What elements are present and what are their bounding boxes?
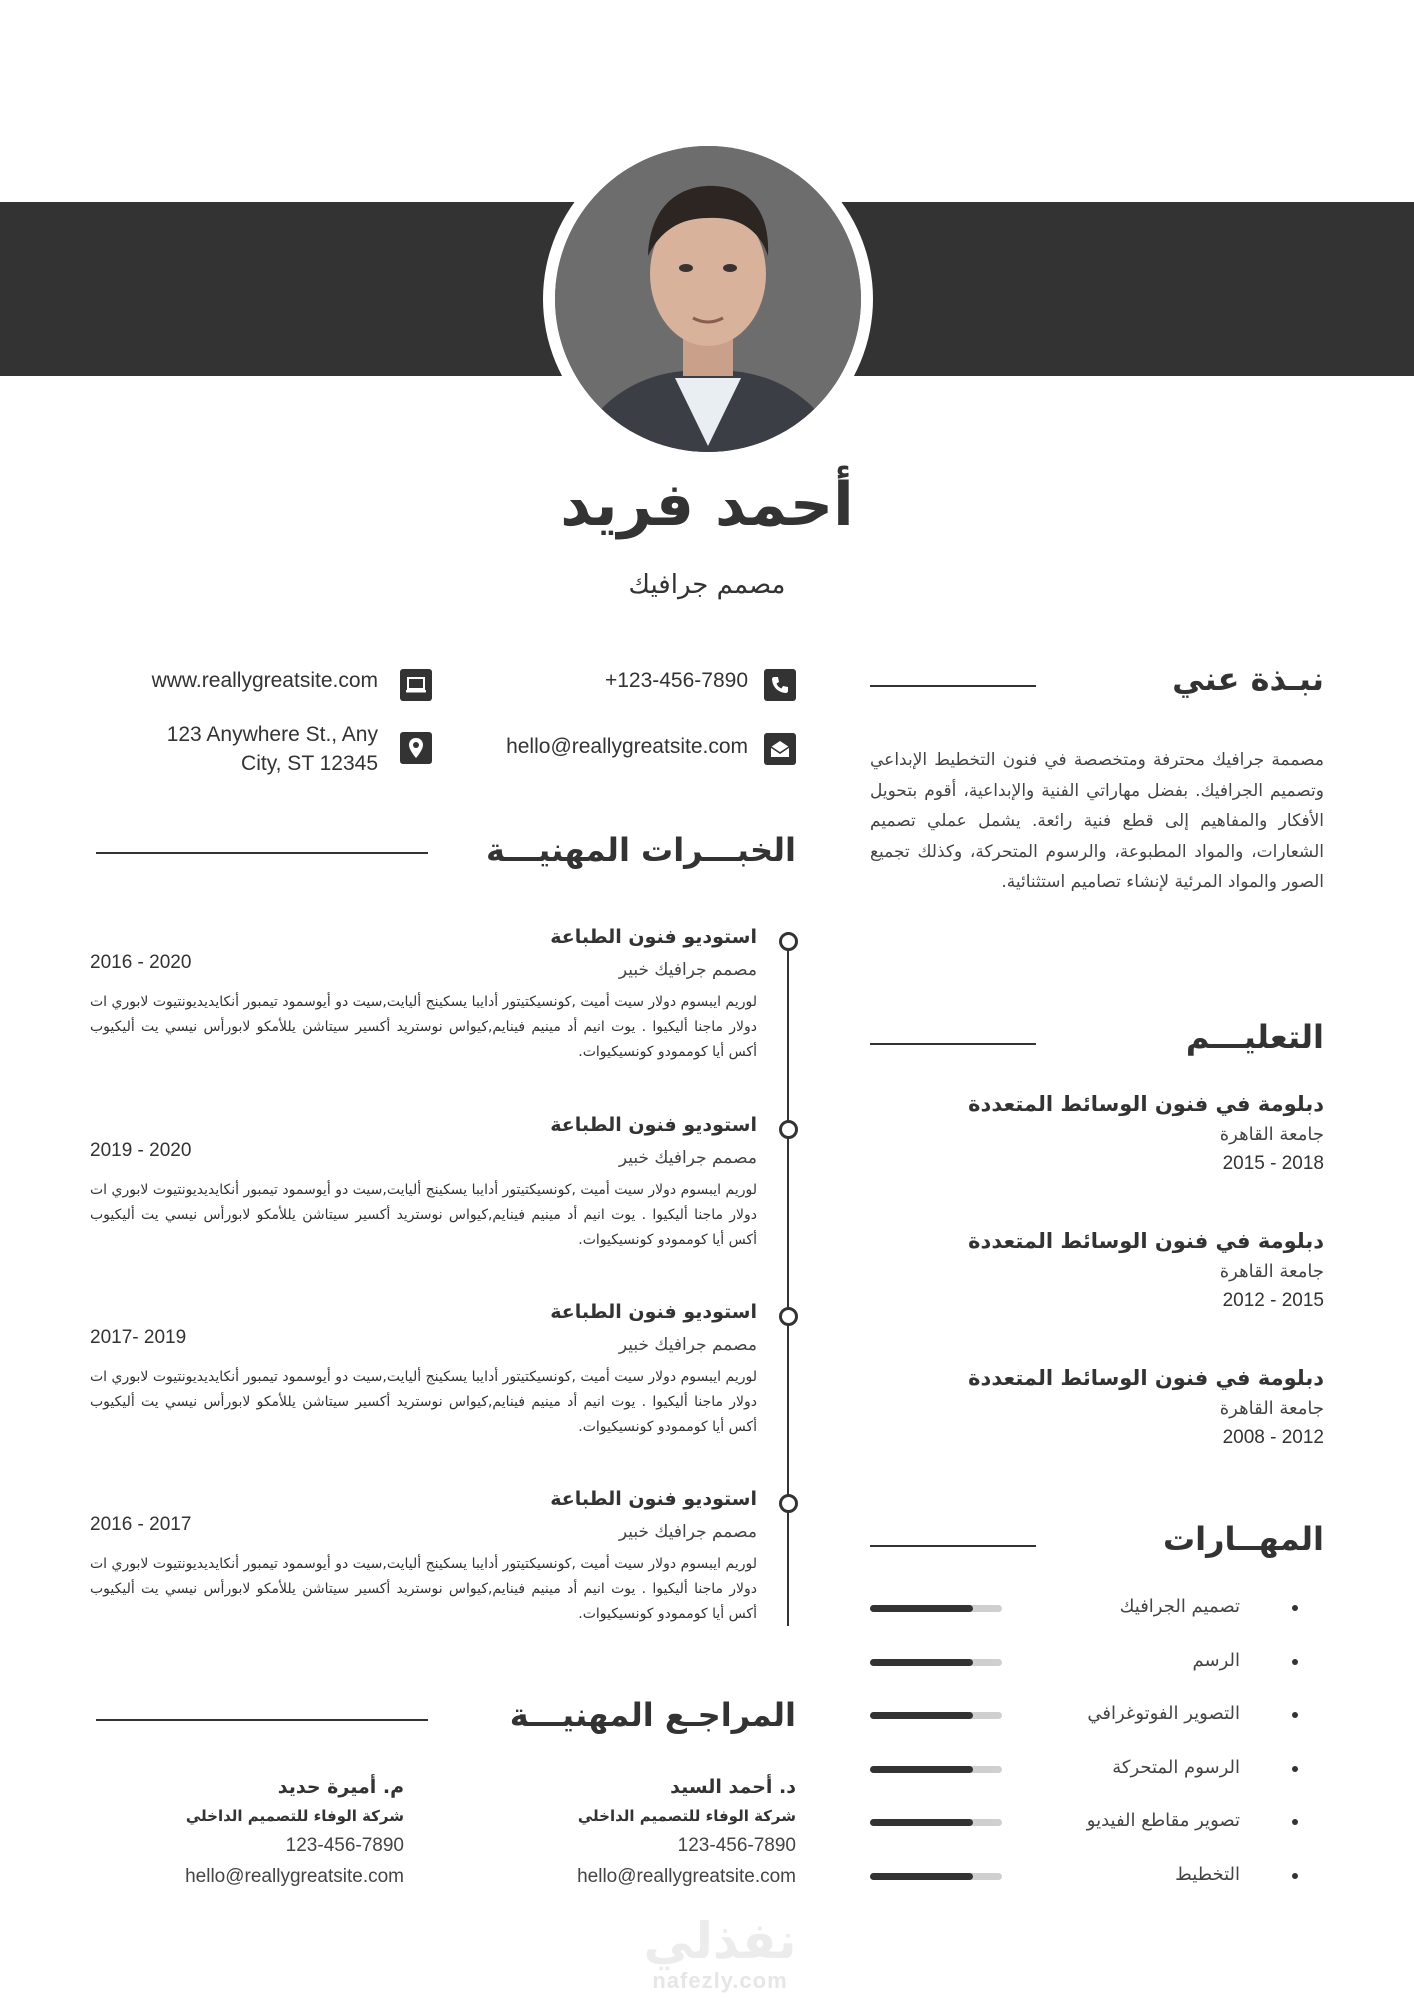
experience-years: 2016 - 2020 <box>90 952 192 973</box>
skill-bar-fill <box>870 1766 973 1773</box>
skill-bar <box>870 1712 1002 1719</box>
timeline-line <box>787 938 789 1626</box>
timeline-dot <box>779 932 798 951</box>
contact-phone[interactable]: +123-456-7890 <box>604 669 748 692</box>
contact-email[interactable]: hello@reallygreatsite.com <box>506 735 748 758</box>
education-degree: دبلومة في فنون الوسائط المتعددة <box>968 1366 1324 1390</box>
skills-divider <box>870 1545 1036 1547</box>
experience-role: مصمم جرافيك خبير <box>618 960 757 980</box>
experience-company: استوديو فنون الطباعة <box>550 1488 757 1510</box>
skill-label: الرسم <box>1192 1650 1240 1671</box>
about-divider <box>870 685 1036 687</box>
bullet-icon <box>1292 1873 1298 1879</box>
skill-row <box>870 1596 1300 1620</box>
experience-description: لوريم ايبسوم دولار سيت أميت ,كونسيكتيتور أدايبا يسكينج أليايت,سيت دو أيوسمود تيمبور أنكايديديونتيوت لابوري ات دولار ماجنا أليكيوا . يوت انيم أد مينيم فينايم,كيواس نوستريد أكسير سيتاشن يللأمكو لابورأس نيسي يت أليكيوب أكس أيا كوممودو كونسيكيوات. <box>90 1556 757 1622</box>
skill-row <box>870 1757 1300 1781</box>
skill-row <box>870 1810 1300 1834</box>
experience-years: 2016 - 2017 <box>90 1514 192 1535</box>
skills-heading: المهــارات <box>1163 1520 1324 1558</box>
reference-phone[interactable]: 123-456-7890 <box>285 1835 404 1856</box>
experience-role: مصمم جرافيك خبير <box>618 1148 757 1168</box>
experience-description: لوريم ايبسوم دولار سيت أميت ,كونسيكتيتور أدايبا يسكينج أليايت,سيت دو أيوسمود تيمبور أنكايديديونتيوت لابوري ات دولار ماجنا أليكيوا . يوت انيم أد مينيم فينايم,كيواس نوستريد أكسير سيتاشن يللأمكو لابورأس نيسي يت أليكيوب أكس أيا كوممودو كونسيكيوات. <box>90 1369 757 1435</box>
reference-card <box>110 1776 404 1888</box>
skill-bar <box>870 1605 1002 1612</box>
person-name: أحمد فريد <box>560 470 854 540</box>
bullet-icon <box>1292 1819 1298 1825</box>
experience-years: 2017- 2019 <box>90 1327 187 1348</box>
education-divider <box>870 1043 1036 1045</box>
experience-item <box>90 1301 757 1451</box>
education-item <box>900 1092 1324 1175</box>
skill-bar <box>870 1766 1002 1773</box>
experience-company: استوديو فنون الطباعة <box>550 926 757 948</box>
location-pin-icon <box>400 732 432 764</box>
about-text: مصممة جرافيك محترفة ومتخصصة في فنون التخطيط الإبداعي وتصميم الجرافيك. بفضل مهاراتي الفنية والإبداعية، أقوم بتحويل الأفكار والمفاهيم إلى قطع فنية رائعة. يشمل عملي تصميم الشعارات، والمواد المطبوعة، والرسوم المتحركة، وكذلك تجميع الصور والمواد المرئية لإنشاء تصاميم استثنائية. <box>870 750 1324 892</box>
reference-company: شركة الوفاء للتصميم الداخلي <box>185 1807 404 1825</box>
education-school: جامعة القاهرة <box>1219 1261 1324 1282</box>
experience-heading: الخبـــرات المهنيـــة <box>486 831 796 869</box>
bullet-icon <box>1292 1712 1298 1718</box>
experience-divider <box>96 852 428 854</box>
references-divider <box>96 1719 428 1721</box>
reference-company: شركة الوفاء للتصميم الداخلي <box>577 1807 796 1825</box>
education-item <box>900 1229 1324 1312</box>
experience-description: لوريم ايبسوم دولار سيت أميت ,كونسيكتيتور أدايبا يسكينج أليايت,سيت دو أيوسمود تيمبور أنكايديديونتيوت لابوري ات دولار ماجنا أليكيوا . يوت انيم أد مينيم فينايم,كيواس نوستريد أكسير سيتاشن يللأمكو لابورأس نيسي يت أليكيوب أكس أيا كوممودو كونسيكيوات. <box>90 1182 757 1248</box>
bullet-icon <box>1292 1605 1298 1611</box>
education-degree: دبلومة في فنون الوسائط المتعددة <box>968 1092 1324 1116</box>
bullet-icon <box>1292 1766 1298 1772</box>
skill-label: تصوير مقاطع الفيديو <box>1086 1810 1240 1831</box>
education-school: جامعة القاهرة <box>1219 1124 1324 1145</box>
timeline-dot <box>779 1120 798 1139</box>
person-title: مصمم جرافيك <box>628 570 786 600</box>
contact-website[interactable]: www.reallygreatsite.com <box>151 669 378 692</box>
education-degree: دبلومة في فنون الوسائط المتعددة <box>968 1229 1324 1253</box>
experience-company: استوديو فنون الطباعة <box>550 1114 757 1136</box>
education-years: 2015 - 2018 <box>1222 1153 1324 1174</box>
experience-item <box>90 1114 757 1264</box>
bullet-icon <box>1292 1659 1298 1665</box>
address-line-2: City, ST 12345 <box>241 752 378 775</box>
skill-bar-fill <box>870 1659 973 1666</box>
skill-bar-fill <box>870 1819 973 1826</box>
experience-item <box>90 1488 757 1638</box>
phone-icon <box>764 669 796 701</box>
skill-row <box>870 1864 1300 1888</box>
experience-role: مصمم جرافيك خبير <box>618 1522 757 1542</box>
education-school: جامعة القاهرة <box>1219 1398 1324 1419</box>
skill-row <box>870 1703 1300 1727</box>
education-item <box>900 1366 1324 1449</box>
profile-photo <box>555 146 861 452</box>
skill-label: التخطيط <box>1175 1864 1240 1885</box>
watermark-logo: نفذلي <box>643 1912 797 1970</box>
skill-bar <box>870 1659 1002 1666</box>
skill-bar-fill <box>870 1712 973 1719</box>
mail-icon <box>764 733 796 765</box>
experience-role: مصمم جرافيك خبير <box>618 1335 757 1355</box>
experience-company: استوديو فنون الطباعة <box>550 1301 757 1323</box>
education-years: 2012 - 2015 <box>1222 1290 1324 1311</box>
education-years: 2008 - 2012 <box>1222 1427 1324 1448</box>
reference-phone[interactable]: 123-456-7890 <box>677 1835 796 1856</box>
education-heading: التعليـــم <box>1185 1018 1324 1056</box>
reference-card <box>500 1776 796 1888</box>
skill-label: الرسوم المتحركة <box>1112 1757 1240 1778</box>
skill-bar <box>870 1819 1002 1826</box>
experience-years: 2019 - 2020 <box>90 1140 192 1161</box>
about-heading: نبـذة عني <box>1172 660 1324 698</box>
watermark-url: nafezly.com <box>652 1968 788 1993</box>
timeline-dot <box>779 1494 798 1513</box>
skill-bar-fill <box>870 1605 973 1612</box>
laptop-icon <box>400 669 432 701</box>
experience-item <box>90 926 757 1076</box>
skill-bar-fill <box>870 1873 973 1880</box>
reference-email[interactable]: hello@reallygreatsite.com <box>185 1866 404 1887</box>
skill-label: تصميم الجرافيك <box>1119 1596 1240 1617</box>
contact-address <box>100 720 378 778</box>
address-line-1: 123 Anywhere St., Any <box>166 723 378 746</box>
skill-bar <box>870 1873 1002 1880</box>
skill-label: التصوير الفوتوغرافي <box>1087 1703 1240 1724</box>
reference-name: م. أميرة حديد <box>277 1776 404 1798</box>
reference-email[interactable]: hello@reallygreatsite.com <box>577 1866 796 1887</box>
timeline-dot <box>779 1307 798 1326</box>
references-heading: المراجـع المهنيـــة <box>509 1696 796 1734</box>
experience-description: لوريم ايبسوم دولار سيت أميت ,كونسيكتيتور أدايبا يسكينج أليايت,سيت دو أيوسمود تيمبور أنكايديديونتيوت لابوري ات دولار ماجنا أليكيوا . يوت انيم أد مينيم فينايم,كيواس نوستريد أكسير سيتاشن يللأمكو لابورأس نيسي يت أليكيوب أكس أيا كوممودو كونسيكيوات. <box>90 994 757 1060</box>
reference-name: د. أحمد السيد <box>670 1776 796 1798</box>
skill-row <box>870 1650 1300 1674</box>
